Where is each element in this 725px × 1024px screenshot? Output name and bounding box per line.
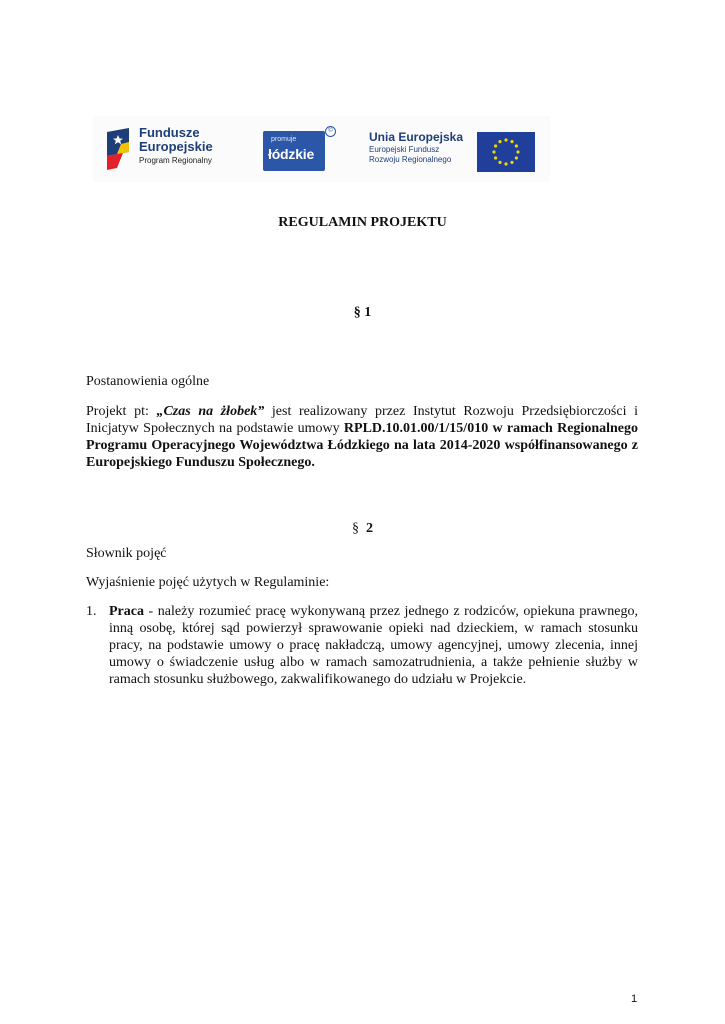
section-1-subtitle: Postanowienia ogólne: [86, 374, 210, 389]
list-item-body: [109, 603, 638, 688]
section-1-heading: § 1: [353, 305, 372, 320]
lodzkie-big-text: łódzkie: [268, 146, 315, 162]
project-name: „Czas na żłobek”: [156, 404, 265, 419]
section-2-heading: [0, 521, 725, 537]
fundusze-europejskie-mark-icon: [103, 126, 133, 172]
section-2-intro: Wyjaśnienie pojęć użytych w Regulaminie:: [86, 575, 330, 590]
list-item-number: 1.: [86, 604, 97, 619]
fe-line1: Fundusze: [139, 125, 200, 140]
ue-line2: Europejski Fundusz: [369, 145, 440, 154]
section-2-number: 2: [366, 521, 373, 536]
logo-bar: [93, 116, 550, 182]
lodzkie-small-text: promuje: [271, 136, 297, 143]
project-middle: jest realizowany przez Instytut Rozwoju Przedsiębiorczości i Inicjatyw Społecznych na podstawie umowy: [86, 404, 638, 436]
project-prefix: Projekt pt:: [86, 404, 157, 419]
eu-flag-icon: [477, 132, 535, 172]
definition-term: Praca: [109, 604, 144, 619]
ue-line1: Unia Europejska: [369, 130, 464, 144]
ue-line3: Rozwoju Regionalnego: [369, 155, 452, 164]
fundusze-europejskie-logo: [103, 124, 243, 174]
fe-line2: Europejskie: [139, 139, 213, 154]
lodzkie-logo: [263, 131, 325, 171]
contract-details: RPLD.10.01.00/1/15/010 w ramach Regionalnego Programu Operacyjnego Województwa Łódzkiego na lata 2014-2020 współfinansowanego z Europejskiego Funduszu Społecznego.: [86, 421, 638, 470]
document-title: REGULAMIN PROJEKTU: [278, 215, 447, 230]
section-1-paragraph: [86, 403, 638, 471]
fe-line3: Program Regionalny: [139, 156, 212, 165]
definition-text: - należy rozumieć pracę wykonywaną przez jednego z rodziców, opiekuna prawnego, inną osobę, której sąd powierzył sprawowanie opieki nad dzieckiem, w ramach stosunku pracy, na podstawie umowy o pracę nakładczą, umowy agencyjnej, umowy zlecenia, innej umowy o świadczenie usług albo w ramach samozatrudnienia, a także pełnienie służby w ramach stosunku służbowego, zakwalifikowanego do udziału w Projekcie.: [109, 604, 638, 687]
section-sign: §: [352, 521, 359, 536]
copyright-icon: ©: [325, 126, 336, 137]
page-number: 1: [631, 993, 638, 1005]
section-2-subtitle: Słownik pojęć: [86, 546, 167, 561]
unia-europejska-logo-text: [369, 130, 463, 165]
